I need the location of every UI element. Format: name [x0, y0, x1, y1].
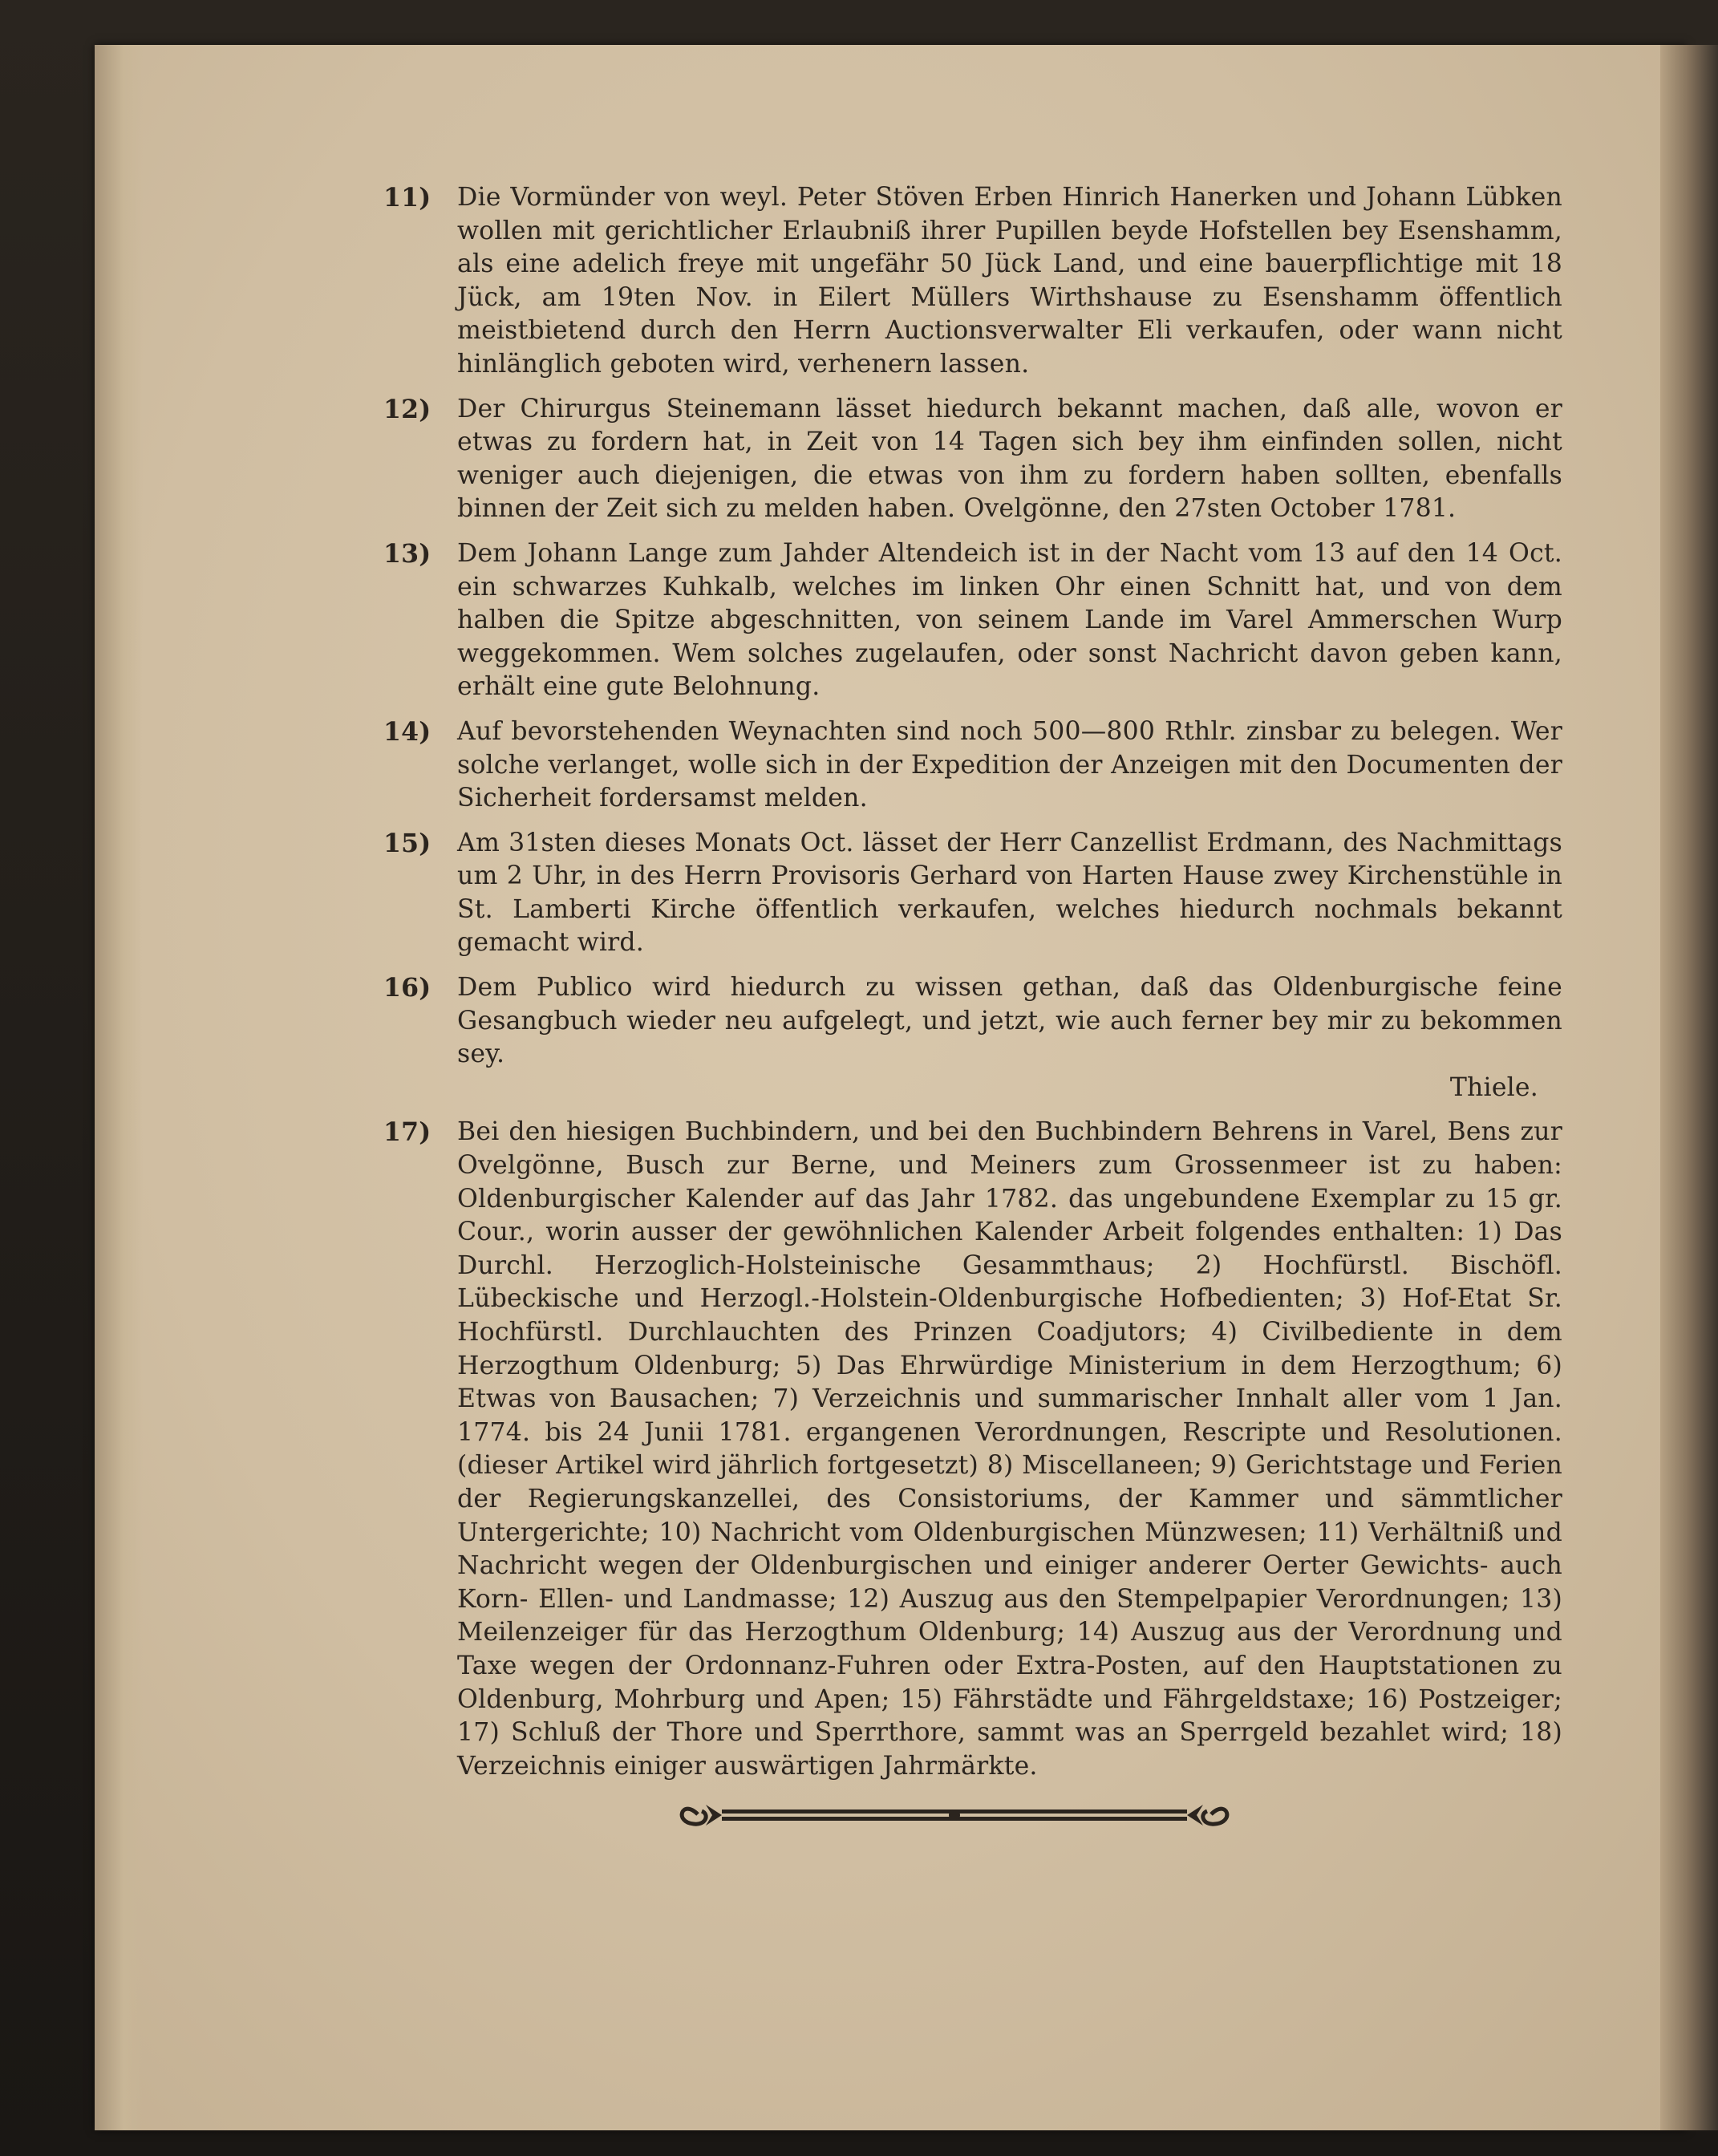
- notice-text: Dem Publico wird hiedurch zu wissen gethan, daß das Oldenburgische feine Gesangbuch wieder neu aufgelegt, und jetzt, wie auch ferner bey mir zu bekommen sey.: [457, 973, 1562, 1069]
- notice-text: Die Vormünder von weyl. Peter Stöven Erben Hinrich Hanerken und Johann Lübken wollen mit gerichtlicher Erlaubniß ihrer Pupillen beyde Hofstellen bey Esenshamm, als eine adelich freye mit ungefähr 50 Jück Land, und eine bauerpflichtige mit 18 Jück, am 19ten Nov. in Eilert Müllers Wirthshause zu Esenshamm öffentlich meistbietend durch den Herrn Auctionsverwalter Eli verkaufen, oder wann nicht hinlänglich geboten wird, verhenern lassen.: [457, 183, 1562, 379]
- page-edge: [95, 45, 143, 2130]
- notice-14: [383, 715, 1562, 816]
- notice-number: 13): [383, 538, 432, 569]
- notice-text: Dem Johann Lange zum Jahder Altendeich ist in der Nacht vom 13 auf den 14 Oct. ein schwarzes Kuhkalb, welches im linken Ohr einen Schnitt hat, und von dem halben die Spitze abgeschnitten, von seinem Lande im Varel Ammerschen Wurp weggekommen. Wem solches zugelaufen, oder sonst Nachricht davon geben kann, erhält eine gute Belohnung.: [457, 538, 1562, 702]
- notice-number: 15): [383, 828, 432, 858]
- notice-number: 11): [383, 183, 432, 213]
- notice-11: [383, 181, 1562, 382]
- notice-signature: Thiele.: [1449, 1072, 1538, 1102]
- notice-16: [383, 971, 1562, 1104]
- notice-17: [383, 1116, 1562, 1783]
- notice-number: 14): [383, 716, 432, 747]
- notice-12: [383, 393, 1562, 526]
- book-gutter: [1660, 45, 1718, 2130]
- notice-text: Bei den hiesigen Buchbindern, und bei den Buchbindern Behrens in Varel, Bens zur Ovelgönne, Busch zur Berne, und Meiners zum Grossenmeer ist zu haben: Oldenburgischer Kalender auf das Jahr 1782. das ungebundene Exemplar zu 15 gr. Cour., worin ausser der gewöhnlichen Kalender Arbeit folgendes enthalten: 1) Das Durchl. Herzoglich-Holsteinische Gesammthaus; 2) Hochfürstl. Bischöfl. Lübeckische und Herzogl.-Holstein-Oldenburgische Hofbedienten; 3) Hof-Etat Sr. Hochfürstl. Durchlauchten des Prinzen Coadjutors; 4) Civilbediente in dem Herzogthum Oldenburg; 5) Das Ehrwürdige Ministerium in dem Herzogthum; 6) Etwas von Bausachen; 7) Verzeichnis und summarischer Innhalt aller vom 1 Jan. 1774. bis 24 Junii 1781. ergangenen Verordnungen, Rescripte und Resolutionen. (dieser Artikel wird jährlich fortgesetzt) 8) Miscellaneen; 9) Gerichtstage und Ferien der Regierungskanzellei, des Consistoriums, der Kammer und sämmtlicher Untergerichte; 10) Nachricht vom Oldenburgischen Münzwesen; 11) Verhältniß und Nachricht wegen der Oldenburgischen und einiger anderer Oerter Gewichts- auch Korn- Ellen- und Landmasse; 12) Auszug aus den Stempelpapier Verordnungen; 13) Meilenzeiger für das Herzogthum Oldenburg; 14) Auszug aus der Verordnung und Taxe wegen der Ordonnanz-Fuhren oder Extra-Posten, auf den Hauptstationen zu Oldenburg, Mohrburg und Apen; 15) Fährstädte und Fährgeldstaxe; 16) Postzeiger; 17) Schluß der Thore und Sperrthore, sammt was an Sperrgeld bezahlet wird; 18) Verzeichnis einiger auswärtigen Jahrmärkte.: [457, 1117, 1562, 1781]
- notice-number: 12): [383, 394, 432, 424]
- notice-number: 17): [383, 1117, 432, 1148]
- notice-text: Der Chirurgus Steinemann lässet hiedurch bekannt machen, daß alle, wovon er etwas zu fordern hat, in Zeit von 14 Tagen sich bey ihm einfinden sollen, nicht weniger auch diejenigen, die etwas von ihm zu fordern haben sollten, ebenfalls binnen der Zeit sich zu melden haben. Ovelgönne, den 27sten October 1781.: [457, 394, 1562, 524]
- notice-15: [383, 827, 1562, 960]
- notice-text: Am 31sten dieses Monats Oct. lässet der Herr Canzellist Erdmann, des Nachmittags um 2 Uhr, in des Herrn Provisoris Gerhard von Harten Hause zwey Kirchenstühle in St. Lamberti Kirche öffentlich verkaufen, welches hiedurch nochmals bekannt gemacht wird.: [457, 828, 1562, 958]
- notice-number: 16): [383, 973, 432, 1003]
- notice-13: [383, 537, 1562, 704]
- notice-text: Auf bevorstehenden Weynachten sind noch 500—800 Rthlr. zinsbar zu belegen. Wer solche verlanget, wolle sich in der Expedition der Anzeigen mit den Documenten der Sicherheit fordersamst melden.: [457, 716, 1562, 813]
- ornamental-rule-icon: [674, 1790, 1235, 1838]
- page-content: [383, 181, 1562, 1794]
